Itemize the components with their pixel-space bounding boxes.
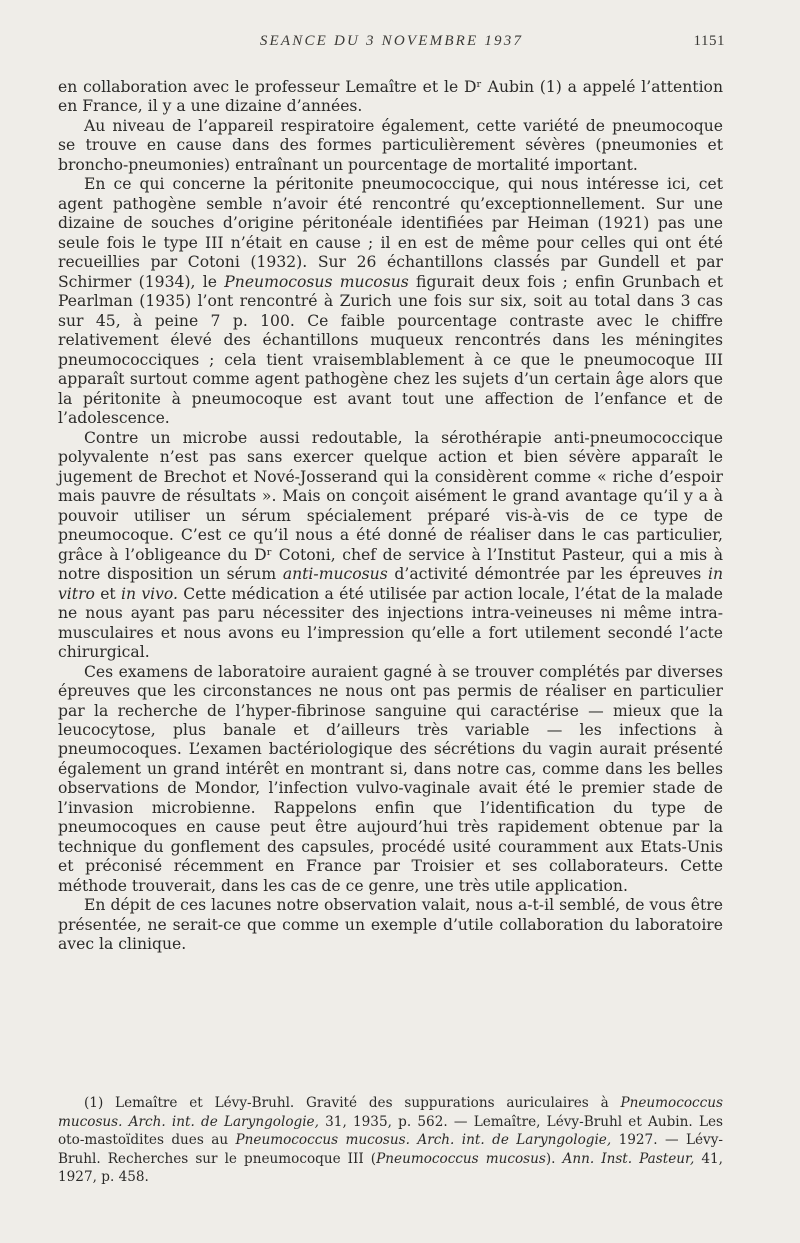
text-run: d’activité démontrée par les épreuves	[387, 565, 708, 584]
text-run: En dépit de ces lacunes notre observation valait, nous a-t-il semblé, de vous être présentée, ne serait-ce que comme un exemple d’utile collaboration du laboratoire avec la clinique.	[58, 896, 723, 954]
paragraph-serotherapy	[58, 429, 723, 663]
italic-term: Pneumococcus mucosus. Arch. int. de Laryngologie,	[58, 1095, 723, 1130]
text-run: figurait deux fois ; enfin Grunbach et Pearlman (1935) l’ont rencontré à Zurich une fois sur six, soit au total dans 3 cas sur 45, à peine 7 p. 100. Ce faible pourcentage contraste avec le chiffre relativement élevé des échantillons muqueux rencontrés dans les méningites pneumococciques ; cela tient vraisemblablement à ce que le pneumocoque III apparaît surtout comme agent pathogène chez les sujets d’un certain âge alors que la péritonite à pneumocoque est avant tout une affection de l’enfance et de l’adolescence.	[58, 272, 723, 428]
paragraph-continued	[58, 78, 723, 117]
running-header	[58, 33, 725, 57]
paragraph-respiratory	[58, 117, 723, 175]
text-run: (1) Lemaître et Lévy-Bruhl. Gravité des suppurations auriculaires à	[84, 1095, 621, 1111]
footnote-1	[58, 1094, 723, 1187]
text-run: 41, 1927, p. 458.	[58, 1150, 723, 1186]
text-run: en collaboration avec le professeur Lemaître et le Dʳ Aubin (1) a appelé l’attention en France, il y a une dizaine d’années.	[58, 78, 723, 116]
text-run: 31, 1935, p. 562. — Lemaître, Lévy-Bruhl et Aubin. Les oto-mastoïdites dues au	[58, 1113, 723, 1149]
italic-term: Pneumococcus mucosus	[376, 1150, 546, 1167]
text-run: Contre un microbe aussi redoutable, la sérothérapie anti-pneumococcique polyvalente n’est pas sans exercer quelque action et bien sévère apparaît le jugement de Brechot et Nové-Josserand qui la considèrent comme « riche d’espoir mais pauvre de résultats ». Mais on conçoit aisément le grand avantage qu’il y a à pouvoir utiliser un sérum spécialement préparé vis-à-vis de ce type de pneumocoque. C’est ce qu’il nous a été donné de réaliser dans le cas particulier, grâce à l’obligeance du Dʳ Cotoni, chef de service à l’Institut Pasteur, qui a mis à notre disposition un sérum	[58, 428, 723, 584]
text-run: Au niveau de l’appareil respiratoire également, cette variété de pneumocoque se trouve en cause dans des formes particulièrement sévères (pneumonies et broncho-pneumonies) entraînant un pourcentage de mortalité important.	[58, 116, 723, 174]
text-run: ).	[545, 1150, 563, 1167]
running-title: SEANCE DU 3 NOVEMBRE 1937	[259, 33, 524, 49]
paragraph-laboratory	[58, 663, 723, 897]
text-run: Ces examens de laboratoire auraient gagné à se trouver complétés par diverses épreuves que les circonstances ne nous ont pas permis de réaliser en particulier par la recherche de l’hyper-fibrinose sanguine qui caractérise — mieux que la leucocytose, plus banale et d’ailleurs très variable — les infections à pneumocoques. L’examen bactériologique des sécrétions du vagin aurait présenté également un grand intérêt en montrant si, dans notre cas, comme dans les belles observations de Mondor, l’infection vulvo-vaginale avait été le premier stade de l’invasion microbienne. Rappelons enfin que l’identification du type de pneumocoques en cause peut être aujourd’hui très rapidement obtenue par la technique du gonflement des capsules, procédé usité couramment aux Etats-Unis et préconisé récemment en France par Troisier et ses collaborateurs. Cette méthode trouverait, dans les cas de ce genre, une très utile application.	[58, 662, 723, 895]
paragraph-peritonitis	[58, 175, 723, 428]
paragraph-conclusion	[58, 896, 723, 954]
italic-term: Pneumocosus mucosus	[224, 272, 409, 291]
italic-term: in vivo.	[121, 584, 178, 603]
page-number: 1151	[693, 33, 725, 49]
text-run: 1927. — Lévy-Bruhl. Recherches sur le pneumocoque III (	[58, 1132, 723, 1167]
italic-term: in vitro	[58, 565, 724, 603]
italic-term: Ann. Inst. Pasteur,	[562, 1150, 695, 1167]
text-run: Cette médication a été utilisée par action locale, l’état de la malade ne nous ayant pas paru nécessiter des injections intra-veineuses ni même intra-musculaires et nous avons eu l’impression qu’elle a fort utilement secondé l’acte chirurgical.	[58, 584, 723, 662]
footnote	[58, 1094, 723, 1187]
text-run: En ce qui concerne la péritonite pneumococcique, qui nous intéresse ici, cet agent pathogène semble n’avoir été rencontré qu’exceptionnellement. Sur une dizaine de souches d’origine péritonéale identifiées par Heiman (1921) pas une seule fois le type III n’était en cause ; il en est de même pour celles qui ont été recueillies par Cotoni (1932). Sur 26 échantillons classés par Gundell et par Schirmer (1934), le	[58, 175, 723, 291]
body-text	[58, 78, 723, 955]
italic-term: anti-mucosus	[282, 565, 388, 584]
italic-term: Pneumococcus mucosus. Arch. int. de Laryngologie,	[235, 1132, 612, 1149]
text-run: et	[94, 584, 121, 603]
